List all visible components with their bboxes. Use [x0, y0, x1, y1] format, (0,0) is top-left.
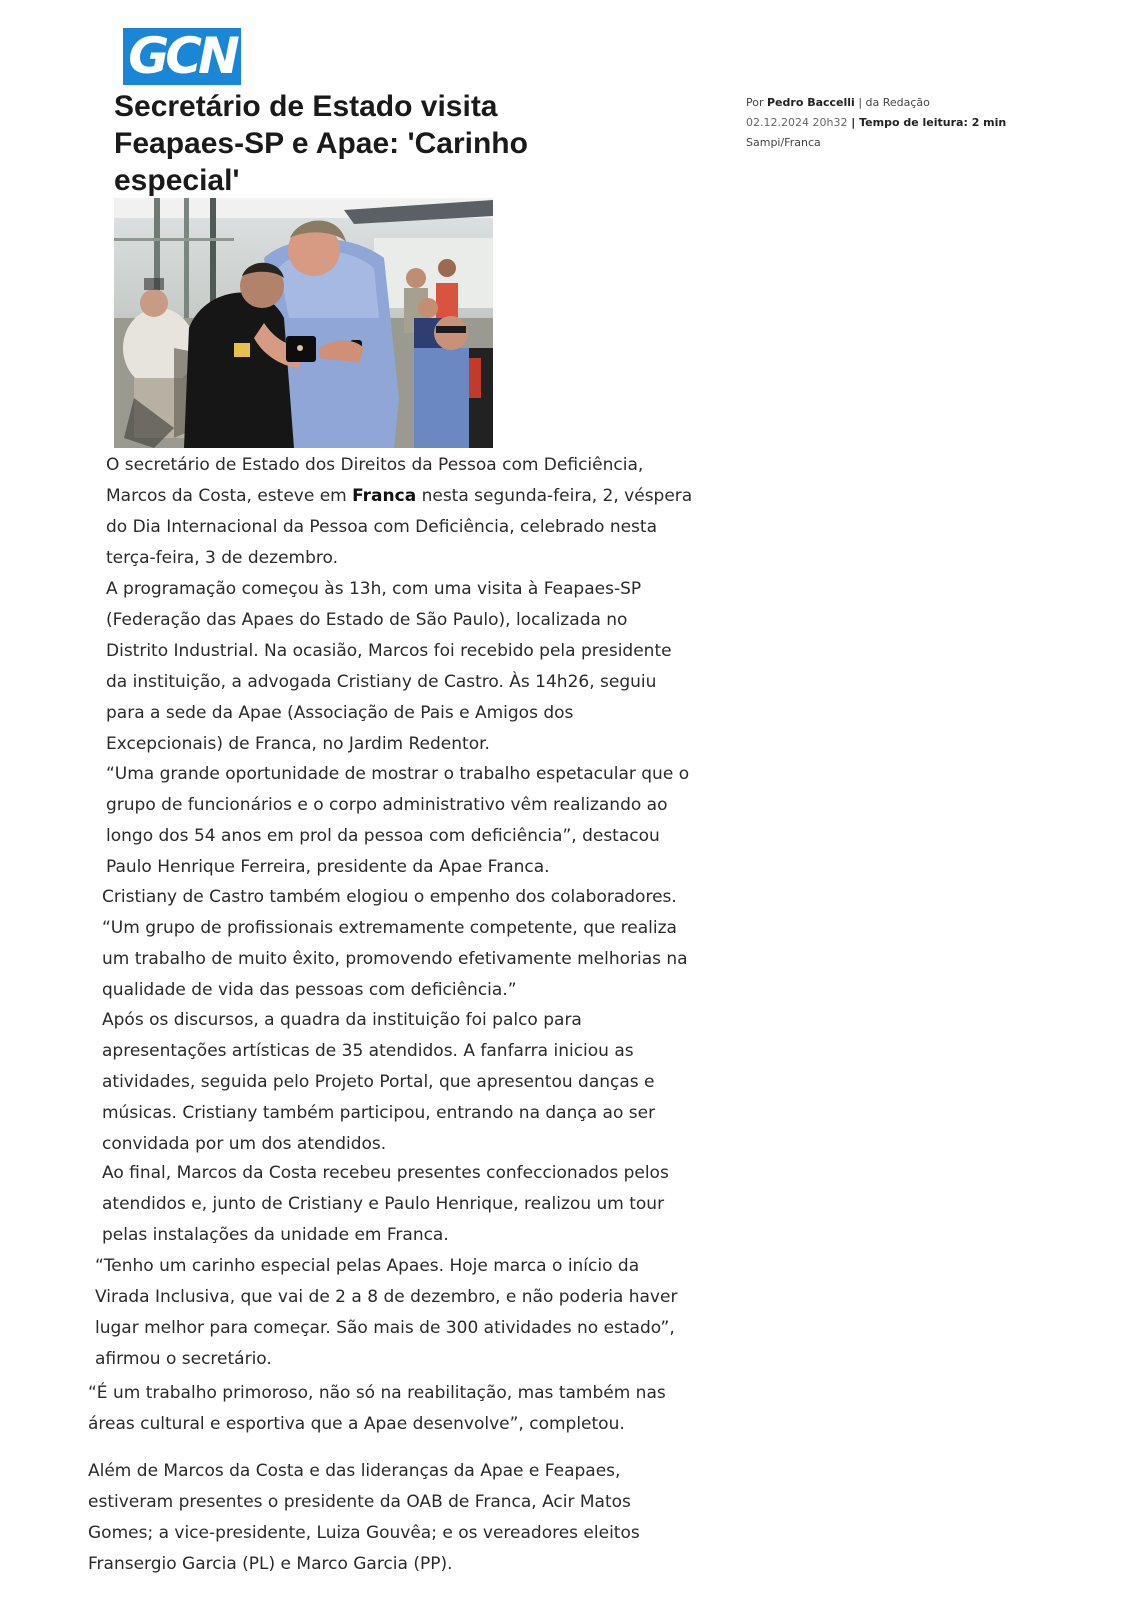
text-line: da instituição, a advogada Cristiany de Castro. Às 14h26, seguiu — [106, 672, 657, 692]
text-line: Excepcionais) de Franca, no Jardim Redentor. — [106, 734, 490, 754]
publish-date: 02.12.2024 20h32 — [746, 116, 848, 129]
text-line: qualidade de vida das pessoas com deficiência.” — [102, 980, 517, 1000]
date-line — [746, 113, 1066, 133]
paragraph-2 — [106, 574, 672, 760]
section-label[interactable]: Sampi/Franca — [746, 136, 821, 149]
text-line: estiveram presentes o presidente da OAB de Franca, Acir Matos — [88, 1492, 631, 1512]
byline-suffix: | da Redação — [854, 96, 930, 109]
text-line: atendidos e, junto de Cristiany e Paulo Henrique, realizou um tour — [102, 1194, 665, 1214]
text-fragment: Marcos da Costa, esteve em — [106, 486, 353, 506]
text-line: “Um grupo de profissionais extremamente competente, que realiza — [102, 918, 677, 938]
photo-illustration — [114, 198, 493, 448]
text-line: atividades, seguida pelo Projeto Portal, que apresentou danças e — [102, 1072, 655, 1092]
paragraph-7 — [95, 1251, 677, 1375]
text-line: Virada Inclusiva, que vai de 2 a 8 de dezembro, e não poderia haver — [95, 1287, 678, 1307]
text-line: do Dia Internacional da Pessoa com Deficiência, celebrado nesta — [106, 517, 657, 537]
paragraph-6 — [102, 1158, 669, 1251]
gcn-logo[interactable]: GCN — [123, 28, 241, 85]
text-line: apresentações artísticas de 35 atendidos. A fanfarra iniciou as — [102, 1041, 634, 1061]
text-line: Após os discursos, a quadra da instituição foi palco para — [102, 1010, 582, 1030]
text-line: A programação começou às 13h, com uma visita à Feapaes-SP — [106, 579, 642, 599]
franca-link[interactable]: Franca — [352, 486, 417, 506]
text-line: para a sede da Apae (Associação de Pais e Amigos dos — [106, 703, 574, 723]
paragraph-4 — [102, 882, 688, 1006]
text-line: Gomes; a vice-presidente, Luiza Gouvêa; e os vereadores eleitos — [88, 1523, 640, 1543]
text-line: afirmou o secretário. — [95, 1349, 272, 1369]
text-line: Distrito Industrial. Na ocasião, Marcos foi recebido pela presidente — [106, 641, 672, 661]
text-line: (Federação das Apaes do Estado de São Paulo), localizada no — [106, 610, 628, 630]
article-title: Secretário de Estado visita Feapaes-SP e Apae: 'Carinho especial' — [114, 90, 528, 197]
paragraph-3 — [106, 759, 689, 883]
text-line — [106, 481, 692, 512]
reading-separator: | — [847, 116, 860, 129]
author-name[interactable]: Pedro Baccelli — [767, 96, 855, 109]
text-line: Paulo Henrique Ferreira, presidente da Apae Franca. — [106, 857, 550, 877]
text-line: um trabalho de muito êxito, promovendo efetivamente melhorias na — [102, 949, 688, 969]
paragraph-5 — [102, 1005, 655, 1160]
text-line: pelas instalações da unidade em Franca. — [102, 1225, 449, 1245]
text-line: Além de Marcos da Costa e das lideranças da Apae e Feapaes, — [88, 1461, 621, 1481]
text-line: longo dos 54 anos em prol da pessoa com deficiência”, destacou — [106, 826, 660, 846]
text-line: “É um trabalho primoroso, não só na reabilitação, mas também nas — [88, 1383, 666, 1403]
text-line: músicas. Cristiany também participou, entrando na dança ao ser — [102, 1103, 656, 1123]
text-line: Ao final, Marcos da Costa recebeu presentes confeccionados pelos — [102, 1163, 669, 1183]
paragraph-9 — [88, 1456, 640, 1580]
text-line: O secretário de Estado dos Direitos da Pessoa com Deficiência, — [106, 455, 644, 475]
section-line — [746, 133, 1066, 153]
text-line: terça-feira, 3 de dezembro. — [106, 548, 338, 568]
paragraph-1 — [106, 450, 692, 574]
text-line: Fransergio Garcia (PL) e Marco Garcia (PP). — [88, 1554, 453, 1574]
article-meta — [746, 93, 1066, 153]
text-line: convidada por um dos atendidos. — [102, 1134, 387, 1154]
byline-prefix: Por — [746, 96, 767, 109]
text-line: áreas cultural e esportiva que a Apae desenvolve”, completou. — [88, 1414, 625, 1434]
article-photo — [114, 198, 493, 448]
paragraph-8 — [88, 1378, 666, 1440]
text-line: grupo de funcionários e o corpo administrativo vêm realizando ao — [106, 795, 668, 815]
text-line: “Uma grande oportunidade de mostrar o trabalho espetacular que o — [106, 764, 690, 784]
byline — [746, 93, 1066, 113]
text-line: “Tenho um carinho especial pelas Apaes. Hoje marca o início da — [95, 1256, 640, 1276]
reading-time: Tempo de leitura: 2 min — [859, 116, 1007, 129]
text-line: Cristiany de Castro também elogiou o empenho dos colaboradores. — [102, 887, 677, 907]
text-line: lugar melhor para começar. São mais de 300 atividades no estado”, — [95, 1318, 675, 1338]
text-fragment: nesta segunda-feira, 2, véspera — [416, 486, 693, 506]
